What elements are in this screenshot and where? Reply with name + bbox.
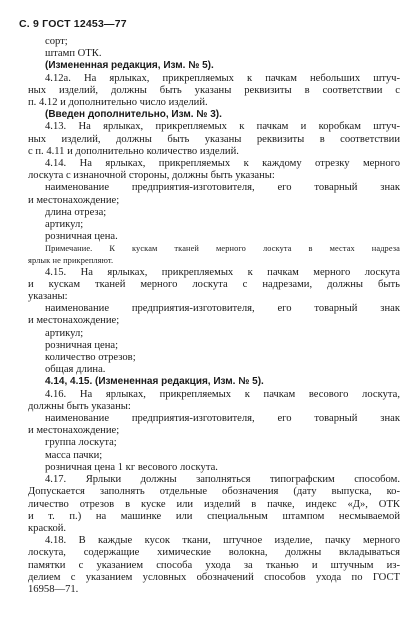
paragraph-line: п. 4.12 и дополнительно число изделий.	[28, 97, 208, 109]
paragraph-line: наименование предприятия-изготовителя, его товарный знак	[45, 182, 400, 194]
paragraph-line: 4.12а. На ярлыках, прикрепляемых к пачкам небольших штуч-	[45, 72, 400, 84]
paragraph-line: и кускам тканей мерного лоскута с надрезами, должны быть	[28, 278, 400, 290]
paragraph-line: 16958—71.	[28, 583, 79, 595]
list-item: сорт;	[45, 36, 68, 47]
clause-4-13	[28, 121, 400, 158]
paragraph-line: 4.13. На ярлыках, прикрепляемых к пачкам и коробкам штуч-	[45, 121, 400, 133]
clause-4-14	[28, 158, 400, 243]
paragraph-line: памятки с указанием способа ухода за тканью и штучным из-	[28, 559, 400, 571]
list-item: розничная цена 1 кг весового лоскута.	[45, 461, 218, 473]
paragraph-line: с п. 4.11 и дополнительно количество изделий.	[28, 145, 239, 157]
paragraph-line: и т. п.) на машинке или специальным штампом несмываемой	[28, 510, 400, 522]
paragraph-line: личество отрезов в куске или изделий в пачке, индекс «Д», ОТК	[28, 498, 400, 510]
paragraph-line: 4.14. На ярлыках, прикрепляемых к каждому отрезку мерного	[45, 158, 400, 170]
list-item: артикул;	[45, 327, 84, 339]
note-block	[28, 243, 400, 266]
paragraph-line: ных изделий, должны быть указаны реквизиты в соответствии	[28, 133, 400, 145]
clause-4-15	[28, 267, 400, 377]
paragraph-line: Допускается заполнять отдельные обозначения (дату выпуска, ко-	[28, 486, 400, 498]
paragraph-line: лоскута с изнаночной стороны, должны быть указаны:	[28, 170, 275, 182]
paragraph-line: и местонахождение;	[28, 315, 120, 327]
clause-4-12a	[28, 73, 400, 110]
paragraph-line: наименование предприятия-изготовителя, его товарный знак	[45, 303, 400, 315]
clause-4-16	[28, 389, 400, 474]
list-item: артикул;	[45, 219, 84, 231]
paragraph-line: краской.	[28, 522, 67, 534]
paragraph-line: указаны:	[28, 291, 68, 303]
list-item: длина отреза;	[45, 206, 107, 218]
paragraph-line: ных изделий, должны быть указаны реквизиты в соответствии с	[28, 84, 400, 96]
paragraph-line: и местонахождение;	[28, 194, 120, 206]
paragraph-line: делием с указанием условных обозначений способов ухода по ГОСТ	[28, 571, 400, 583]
note-line: Примечание. К кускам тканей мерного лоскута в местах надреза	[45, 244, 400, 254]
list-item: розничная цена.	[45, 231, 118, 243]
clause-4-18	[28, 535, 400, 596]
paragraph-line: лоскута, содержащие химические волокна, должны вкладываться	[28, 547, 400, 559]
paragraph-line: должны быть указаны:	[28, 400, 131, 412]
clause-4-17	[28, 474, 400, 535]
paragraph-line: 4.17. Ярлыки должны заполняться типографским способом.	[45, 474, 400, 486]
paragraph-line: 4.15. На ярлыках, прикрепляемых к пачкам мерного лоскута	[45, 266, 400, 278]
list-item: штамп ОТК.	[45, 48, 102, 60]
amendment-note: (Измененная редакция, Изм. № 5).	[45, 60, 214, 72]
list-item: розничная цена;	[45, 339, 119, 351]
amendment-note: (Введен дополнительно, Изм. № 3).	[45, 109, 222, 121]
paragraph-line: 4.18. В каждые кусок ткани, штучное изделие, пачку мерного	[45, 535, 400, 547]
note-line: ярлык не прикрепляют.	[28, 256, 114, 266]
paragraph-line: 4.16. На ярлыках, прикрепляемых к пачкам весового лоскута,	[45, 388, 400, 400]
list-item: общая длина.	[45, 364, 106, 376]
list-item: группа лоскута;	[45, 437, 117, 449]
page-content	[28, 36, 400, 596]
list-item: количество отрезов;	[45, 352, 136, 364]
list-item: масса пачки;	[45, 449, 103, 461]
paragraph-line: и местонахождение;	[28, 425, 120, 437]
paragraph-line: наименование предприятия-изготовителя, его товарный знак	[45, 413, 400, 425]
page-header: С. 9 ГОСТ 12453—77	[19, 18, 127, 30]
amendment-note: 4.14, 4.15. (Измененная редакция, Изм. № 5).	[45, 376, 264, 388]
